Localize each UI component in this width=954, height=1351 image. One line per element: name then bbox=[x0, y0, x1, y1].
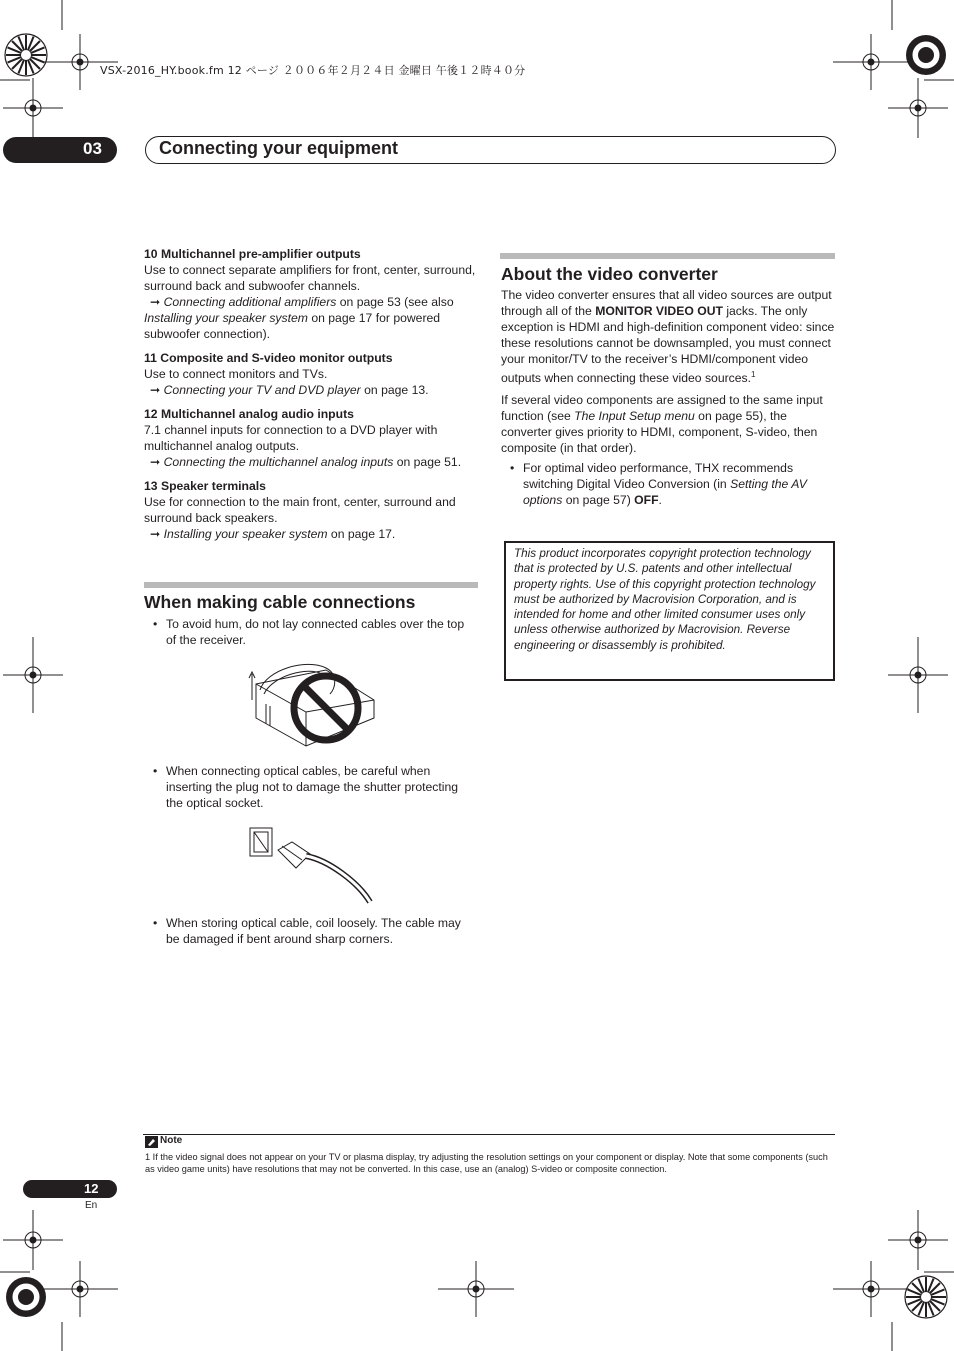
xref-title: Connecting the multichannel analog inputs bbox=[163, 455, 394, 469]
footnote-ref: 1 bbox=[751, 370, 756, 379]
left-column bbox=[144, 246, 480, 542]
item-body: 7.1 channel inputs for connection to a DVD player with multichannel analog outputs. bbox=[144, 423, 438, 453]
note-label: Note bbox=[160, 1135, 183, 1146]
xref-title: The Input Setup menu bbox=[574, 409, 695, 424]
xref-page: on page 13. bbox=[360, 383, 429, 397]
item-heading: 13 Speaker terminals bbox=[144, 479, 266, 493]
registration-starburst-icon bbox=[905, 1276, 947, 1318]
xref-title: Connecting additional amplifiers bbox=[163, 295, 337, 309]
crosshair-icon bbox=[833, 34, 909, 90]
crosshair-icon bbox=[888, 1210, 948, 1270]
file-info-header: VSX-2016_HY.book.fm 12 ページ ２００６年２月２４日 金曜日 午後１２時４０分 bbox=[100, 64, 526, 77]
xref-page: on page 17. bbox=[327, 527, 396, 541]
arrow-icon: ➞ bbox=[150, 383, 161, 397]
crosshair-icon bbox=[3, 1210, 63, 1270]
bullet-icon: • bbox=[153, 916, 158, 930]
page-language: En bbox=[85, 1200, 98, 1211]
chapter-title: Connecting your equipment bbox=[159, 138, 399, 158]
crosshair-icon bbox=[888, 637, 948, 713]
cross-reference bbox=[144, 294, 480, 310]
paragraph-text: jacks. The only exception is HDMI and high-definition component video: since these resolutions cannot be downsampled, you must connect your monitor/TV to the receiver’s HDMI/component video outputs when connecting these video sources. bbox=[501, 304, 835, 386]
crosshair-icon bbox=[833, 1261, 909, 1317]
xref-page: on page 17 for powered subwoofer connection). bbox=[144, 311, 441, 341]
bullet-text: . bbox=[658, 493, 662, 508]
jack-label: MONITOR VIDEO OUT bbox=[595, 304, 723, 318]
xref-page: on page 51. bbox=[393, 455, 462, 469]
bullet-icon: • bbox=[510, 461, 515, 476]
section-divider bbox=[144, 582, 478, 588]
crosshair-icon bbox=[3, 637, 63, 713]
item-body: Use to connect separate amplifiers for front, center, surround, surround back and subwoofer channels. bbox=[144, 263, 476, 293]
item-13 bbox=[144, 478, 480, 542]
xref-page: on page 53 (see also bbox=[336, 295, 454, 309]
item-body: Use for connection to the main front, center, surround and surround back speakers. bbox=[144, 495, 456, 525]
item-12 bbox=[144, 406, 480, 470]
crosshair-icon bbox=[42, 1261, 118, 1317]
note-divider bbox=[143, 1134, 835, 1135]
right-column bbox=[501, 287, 835, 508]
item-body: Use to connect monitors and TVs. bbox=[144, 367, 328, 381]
bullet-icon: • bbox=[153, 617, 158, 631]
optical-cable-illustration bbox=[248, 824, 376, 906]
list-item bbox=[501, 460, 835, 508]
arrow-icon: ➞ bbox=[150, 527, 161, 541]
receiver-cable-illustration bbox=[246, 660, 380, 752]
paragraph-text: If several video components are assigned to the same input function (see bbox=[501, 393, 823, 424]
bullet-text: When connecting optical cables, be careful when inserting the plug not to damage the shutter protecting the optical socket. bbox=[166, 764, 459, 810]
bullet-text: To avoid hum, do not lay connected cables over the top of the receiver. bbox=[166, 617, 465, 647]
xref-title: Connecting your TV and DVD player bbox=[163, 383, 361, 397]
cross-reference bbox=[144, 382, 480, 398]
paragraph-text: The video converter ensures that all video sources are output through all of the bbox=[501, 288, 832, 318]
cable-bullet-1 bbox=[144, 616, 474, 648]
cross-reference-continued bbox=[144, 310, 480, 342]
arrow-icon: ➞ bbox=[150, 455, 161, 469]
item-heading: 11 Composite and S-video monitor outputs bbox=[144, 351, 393, 365]
bullet-icon: • bbox=[153, 764, 158, 778]
cross-reference bbox=[144, 526, 480, 542]
registration-starburst-icon bbox=[906, 35, 946, 75]
cable-bullet-2 bbox=[144, 763, 474, 811]
item-heading: 12 Multichannel analog audio inputs bbox=[144, 407, 354, 421]
section-title-video-converter: About the video converter bbox=[501, 264, 718, 284]
note-pencil-icon bbox=[145, 1136, 158, 1148]
chapter-number: 03 bbox=[83, 139, 102, 158]
bullet-text: on page 57) bbox=[562, 493, 635, 508]
arrow-icon: ➞ bbox=[150, 295, 161, 309]
item-11 bbox=[144, 350, 480, 398]
paragraph bbox=[501, 287, 835, 386]
section-title-cable: When making cable connections bbox=[144, 592, 416, 612]
page-number-tab bbox=[23, 1180, 117, 1198]
note-text: 1 If the video signal does not appear on your TV or plasma display, try adjusting the resolution settings on your component or display. Note that some components (such as video game units) have resolutions that may not be converted. In this case, use an (analog) S-video or composite connection. bbox=[145, 1152, 828, 1174]
bullet-text: When storing optical cable, coil loosely. The cable may be damaged if bent around sharp corners. bbox=[166, 916, 461, 946]
cable-bullet-3 bbox=[144, 915, 474, 947]
bullet-text: For optimal video performance, THX recommends switching Digital Video Conversion (in bbox=[523, 461, 794, 492]
crosshair-icon bbox=[3, 78, 63, 138]
copyright-notice: This product incorporates copyright protection technology that is protected by U.S. patents and other intellectual property rights. Use of this copyright protection technology must be authorized by Macrovision Corporation, and is intended for home and other limited consumer uses only unless otherwise authorized by Macrovision. Reverse engineering or disassembly is prohibited. bbox=[514, 547, 816, 652]
xref-title: Installing your speaker system bbox=[163, 527, 328, 541]
setting-value: OFF bbox=[634, 493, 659, 508]
cross-reference bbox=[144, 454, 480, 470]
registration-starburst-icon bbox=[6, 1277, 46, 1317]
item-10 bbox=[144, 246, 480, 342]
item-heading: 10 Multichannel pre-amplifier outputs bbox=[144, 247, 361, 261]
page-number: 12 bbox=[84, 1181, 99, 1196]
xref-title: Setting the AV options bbox=[523, 477, 807, 508]
registration-starburst-icon bbox=[5, 34, 47, 76]
paragraph bbox=[501, 392, 835, 456]
section-divider bbox=[500, 253, 835, 259]
xref-title: Installing your speaker system bbox=[144, 311, 308, 325]
crosshair-icon bbox=[438, 1261, 514, 1317]
crosshair-icon bbox=[888, 78, 948, 138]
paragraph-text: on page 55), the converter gives priority to HDMI, component, S-video, then composite (in that order). bbox=[501, 409, 818, 456]
